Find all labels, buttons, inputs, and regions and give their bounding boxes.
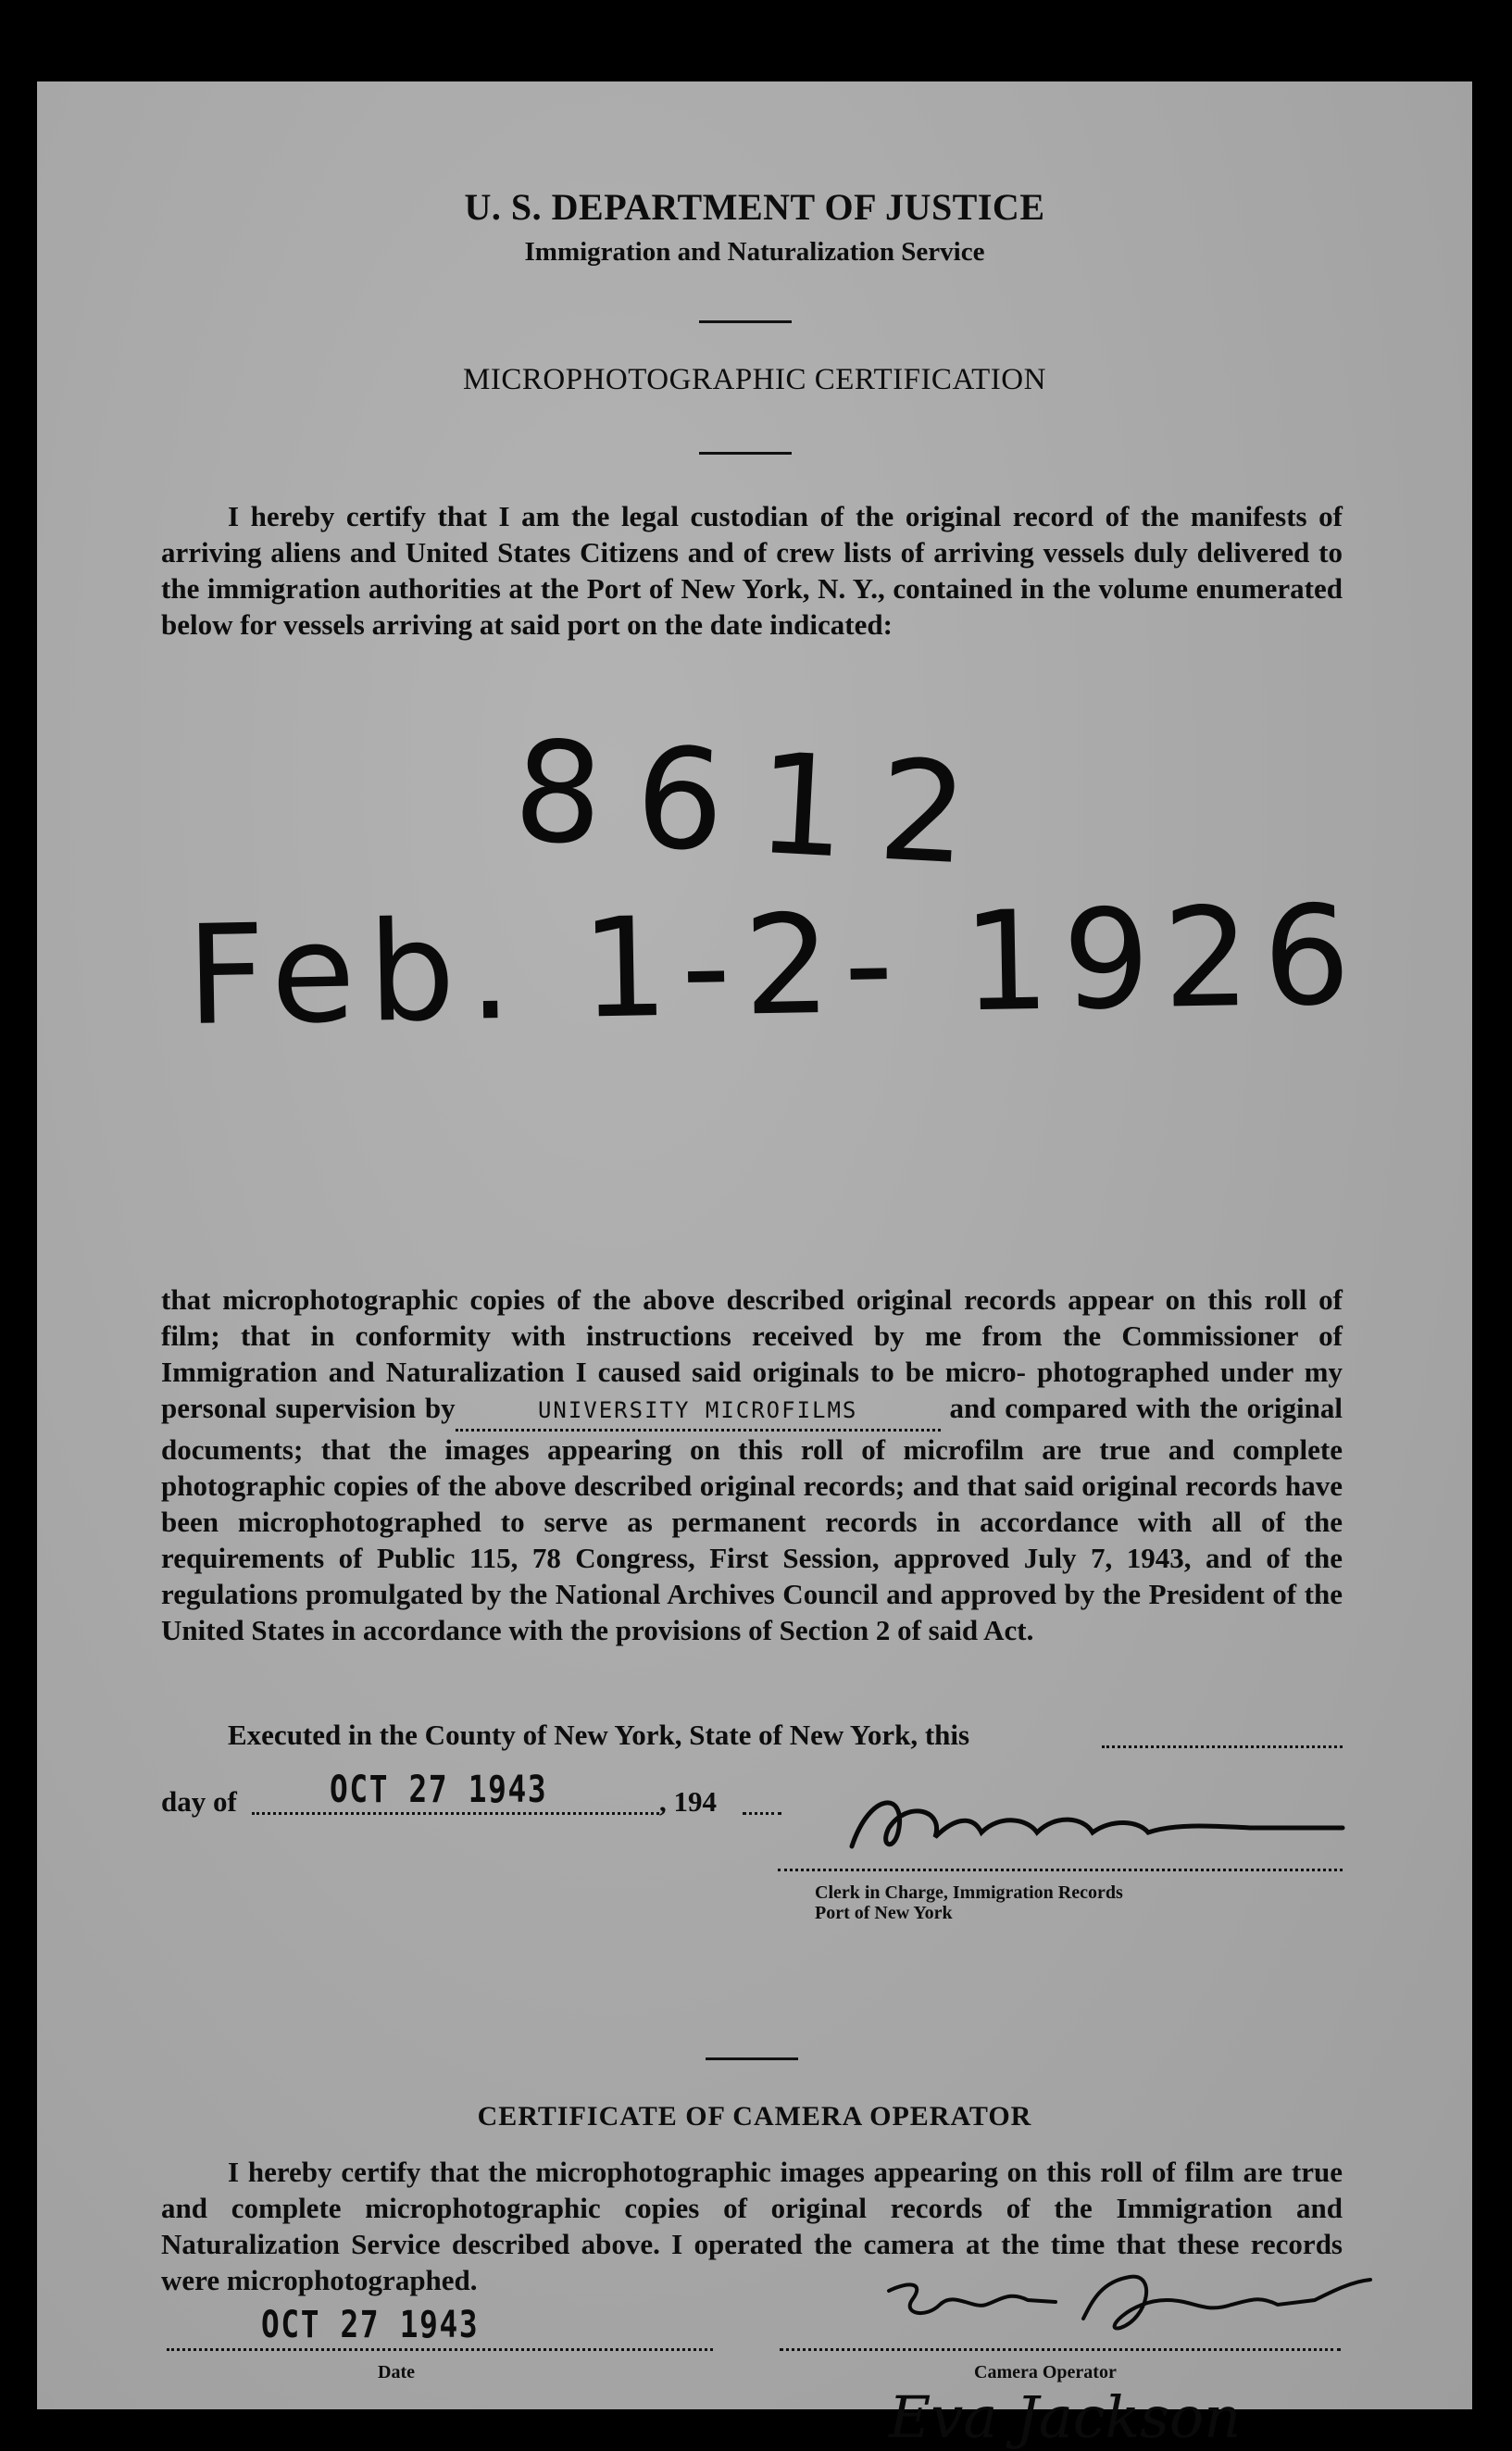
supervisor-name: UNIVERSITY MICROFILMS [537, 1397, 858, 1423]
camera-date-label: Date [378, 2362, 415, 2382]
camera-paragraph: I hereby certify that the microphotographic images appearing on this roll of film are true and complete microphotographic copies of original records of the Immigration and Naturalization Service described above. I operated the camera at the time that these records were microphotographed. [161, 2156, 1343, 2296]
custodian-paragraph: I hereby certify that I am the legal custodian of the original record of the manifests of arriving aliens and United States Citizens and of crew lists of arriving vessels duly delivered to the immigration authorities at the Port of New York, N. Y., contained in the volume enumerated below for vessels arriving at said port on the date indicated: [161, 500, 1343, 641]
certificate-sheet [37, 81, 1472, 2451]
supervision-prefix: photographed under my personal supervision by [161, 1356, 1343, 1424]
certification-text-start: that microphotographic copies of the above described original records appear on this roll of film; that in conformity with instructions received by me from the Commissioner of Immigration and Naturalization I caused said originals to be micro- [161, 1283, 1343, 1388]
divider-top [699, 320, 792, 323]
executed-day-blank [1102, 1745, 1343, 1748]
camera-certificate-heading: CERTIFICATE OF CAMERA OPERATOR [477, 2101, 1032, 2132]
operator-signature [870, 2263, 1389, 2356]
clerk-title-line1: Clerk in Charge, Immigration Records [815, 1882, 1123, 1903]
divider-title [699, 452, 792, 455]
clerk-title-line2: Port of New York [815, 1903, 953, 1923]
camera-date-line [167, 2348, 713, 2351]
day-of-blank [252, 1812, 659, 1815]
handwritten-volume-number: 8612 [509, 711, 1006, 898]
camera-date-stamp: OCT 27 1943 [261, 2304, 480, 2346]
camera-operator-line [780, 2348, 1341, 2351]
camera-operator-name: Eva Jackson [889, 2383, 1242, 2451]
divider-camera [706, 2057, 798, 2060]
year-blank [743, 1812, 781, 1815]
executed-text: Executed in the County of New York, State of New York, this [228, 1719, 970, 1751]
day-of-stamp: OCT 27 1943 [330, 1769, 548, 1811]
certification-text-rest: and compared with the original documents; that the images appearing on this roll of microfilm are true and complete photographic copies of the above described original records; and that said original records have been microphotographed to serve as permanent records in accordance with all of the requirements of Public 115, 78 Congress, First Session, approved July 7, 1943, and of the regulations promulgated by the National Archives Council and approved by the President of the United States in accordance with the provisions of Section 2 of said Act. [161, 1392, 1343, 1646]
camera-operator-label: Camera Operator [974, 2362, 1117, 2382]
certification-paragraph [161, 1282, 1343, 1648]
executed-line [228, 1719, 969, 1752]
handwritten-arrival-date: Feb. 1-2- 1926 [185, 875, 1365, 1056]
clerk-signature [843, 1782, 1361, 1865]
department-heading: U. S. DEPARTMENT OF JUSTICE [464, 186, 1045, 228]
supervisor-field [456, 1390, 941, 1432]
clerk-signature-line [778, 1869, 1343, 1871]
year-suffix: , 194 [659, 1785, 717, 1818]
day-of-label: day of [161, 1785, 237, 1818]
certification-title: MICROPHOTOGRAPHIC CERTIFICATION [463, 363, 1046, 396]
service-subheading: Immigration and Naturalization Service [524, 237, 985, 267]
